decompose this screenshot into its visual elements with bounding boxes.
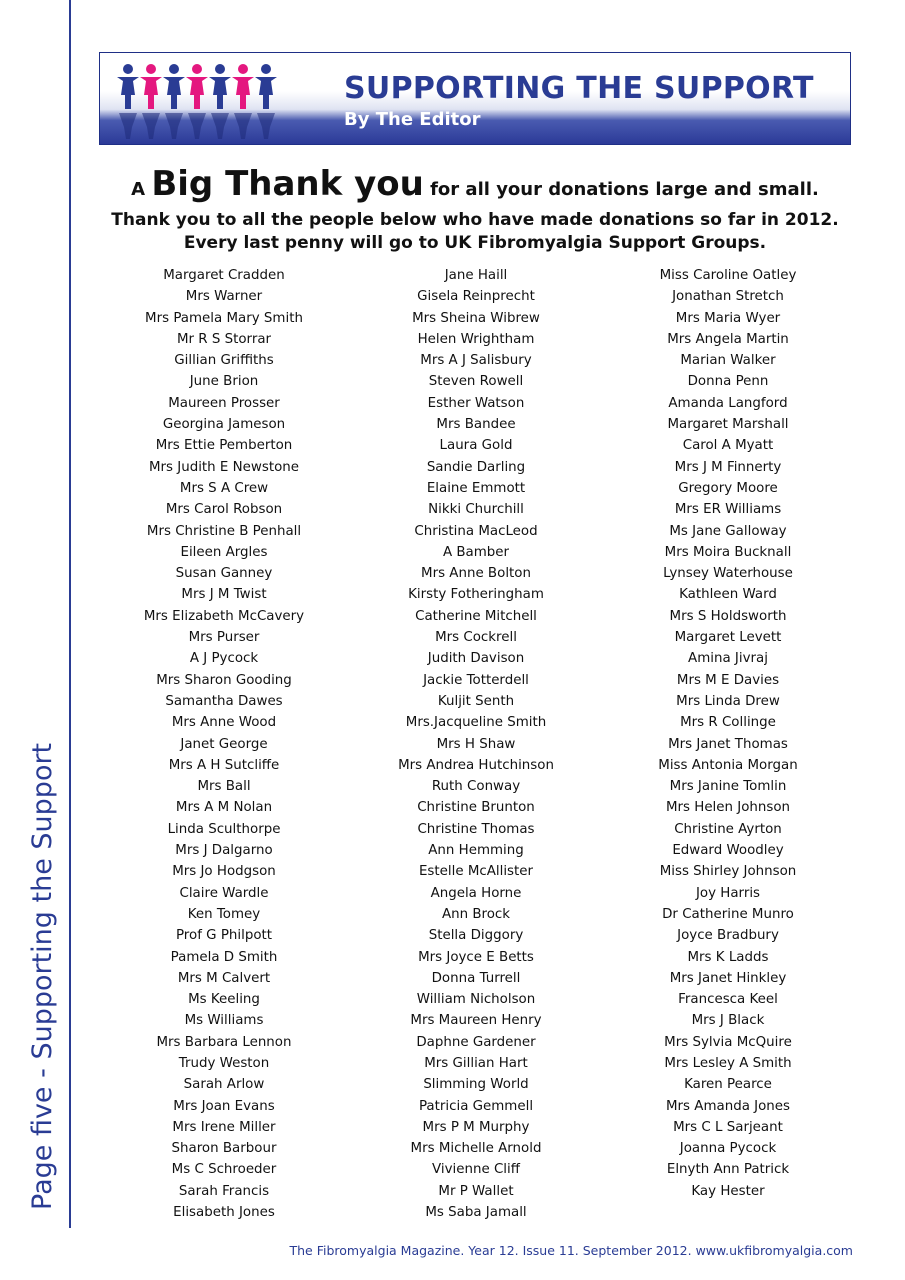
donor-name: Mrs Sharon Gooding <box>156 672 292 688</box>
donor-name: Kay Hester <box>691 1183 765 1199</box>
donor-name: Mrs Elizabeth McCavery <box>143 608 305 624</box>
donor-name: Mrs A M Nolan <box>175 800 273 816</box>
donor-name: Linda Sculthorpe <box>167 821 281 837</box>
donor-column-3 <box>608 265 848 1202</box>
donor-name: Mrs Anne Wood <box>171 715 277 731</box>
donor-name: Margaret Levett <box>674 630 782 646</box>
donor-name: Mrs M E Davies <box>676 672 780 688</box>
donor-name: Edward Woodley <box>672 843 784 859</box>
heading-suffix: for all your donations large and small. <box>430 179 819 200</box>
donor-name: Joy Harris <box>695 885 761 901</box>
footer-citation: The Fibromyalgia Magazine. Year 12. Issue 11. September 2012. www.ukfibromyalgia.com <box>289 1243 853 1258</box>
donor-name: A J Pycock <box>189 651 259 667</box>
donor-name: Amanda Langford <box>668 395 788 411</box>
donor-name: Mrs Barbara Lennon <box>156 1034 292 1050</box>
donor-name: Karen Pearce <box>684 1077 772 1093</box>
donor-name: Mrs K Ladds <box>687 949 769 965</box>
donor-name: Gregory Moore <box>678 480 778 496</box>
donor-name: Elisabeth Jones <box>173 1205 275 1221</box>
donor-name: Gisela Reinprecht <box>417 289 535 305</box>
donor-name: Mrs Janet Thomas <box>668 736 788 752</box>
donor-name: Elnyth Ann Patrick <box>666 1162 790 1178</box>
donor-name: Mrs Maureen Henry <box>410 1013 542 1029</box>
heading-line-3: Every last penny will go to UK Fibromyalgia Support Groups. <box>183 233 767 253</box>
donor-name: Mrs Jo Hodgson <box>172 864 276 880</box>
donor-name: Patricia Gemmell <box>418 1098 534 1114</box>
donor-name: Susan Ganney <box>175 566 273 582</box>
donor-name: Slimming World <box>423 1077 529 1093</box>
donor-name: Mrs Ettie Pemberton <box>155 438 293 454</box>
donor-name: Margaret Marshall <box>667 417 789 433</box>
side-rule <box>69 0 71 1228</box>
donor-name: Kathleen Ward <box>679 587 777 603</box>
donor-name: Kirsty Fotheringham <box>408 587 544 603</box>
donor-name: Mrs S A Crew <box>179 480 269 496</box>
donor-name: Ann Brock <box>441 906 511 922</box>
donor-name: Mrs Joan Evans <box>173 1098 275 1114</box>
donor-name: Dr Catherine Munro <box>662 906 794 922</box>
donor-name: Trudy Weston <box>178 1055 270 1071</box>
donor-name: Mrs A J Salisbury <box>420 353 532 369</box>
donor-name: Helen Wrightham <box>417 331 535 347</box>
donor-name: Judith Davison <box>427 651 525 667</box>
donor-name: June Brion <box>189 374 259 390</box>
donor-name: Mrs Purser <box>188 630 260 646</box>
donor-name: Mrs Sylvia McQuire <box>664 1034 792 1050</box>
donor-name: Mrs Irene Miller <box>172 1119 276 1135</box>
donor-name: Esther Watson <box>427 395 525 411</box>
donor-name: Mrs H Shaw <box>436 736 516 752</box>
donor-name: Lynsey Waterhouse <box>663 566 793 582</box>
section-banner <box>99 52 851 145</box>
donor-name: Mrs Lesley A Smith <box>664 1055 792 1071</box>
donor-name: Ms Saba Jamall <box>425 1205 527 1221</box>
donor-name: Sarah Arlow <box>183 1077 265 1093</box>
donor-column-1 <box>104 265 344 1223</box>
donor-name: Mrs Judith E Newstone <box>148 459 299 475</box>
banner-subtitle: By The Editor <box>344 109 481 130</box>
donor-name: Mr P Wallet <box>438 1183 514 1199</box>
donor-name: Mrs Andrea Hutchinson <box>398 757 554 773</box>
donor-name: Mr R S Storrar <box>176 331 272 347</box>
donor-name: Mrs Amanda Jones <box>666 1098 790 1114</box>
donor-name: Mrs C L Sarjeant <box>673 1119 783 1135</box>
donor-name: Samantha Dawes <box>165 693 283 709</box>
donor-name: Mrs Ball <box>197 779 251 795</box>
donor-name: Nikki Churchill <box>428 502 524 518</box>
donor-name: Miss Antonia Morgan <box>658 757 798 773</box>
donor-name: Ms Keeling <box>188 992 260 1008</box>
heading-prefix: A <box>131 179 146 200</box>
donor-name: Joanna Pycock <box>679 1141 777 1157</box>
donor-name: Pamela D Smith <box>170 949 278 965</box>
donor-name: Sharon Barbour <box>171 1141 277 1157</box>
donor-name: Elaine Emmott <box>426 480 526 496</box>
donor-name: Mrs Helen Johnson <box>665 800 791 816</box>
donor-name: Mrs Carol Robson <box>165 502 283 518</box>
donor-name: Christine Brunton <box>417 800 535 816</box>
donor-name: Jackie Totterdell <box>423 672 529 688</box>
donor-name: Christine Thomas <box>417 821 535 837</box>
donor-name: Donna Turrell <box>431 970 521 986</box>
donor-name: Mrs J M Finnerty <box>674 459 782 475</box>
donor-name: Kuljit Senth <box>437 693 515 709</box>
donor-name: Sandie Darling <box>426 459 526 475</box>
donor-name: Mrs Bandee <box>436 417 516 433</box>
donor-name: Mrs Janet Hinkley <box>669 970 787 986</box>
donor-name: Christine Ayrton <box>674 821 782 837</box>
donor-name: Laura Gold <box>439 438 513 454</box>
donor-name: Daphne Gardener <box>416 1034 536 1050</box>
donor-name: Donna Penn <box>687 374 769 390</box>
donor-name: Eileen Argles <box>180 544 268 560</box>
donor-name: Mrs Maria Wyer <box>675 310 781 326</box>
heading-line-2: Thank you to all the people below who have made donations so far in 2012. <box>111 210 839 230</box>
donor-name: Margaret Cradden <box>163 268 285 283</box>
donor-name: Jonathan Stretch <box>672 289 784 305</box>
donor-name: Ann Hemming <box>428 843 524 859</box>
heading-big-text: Big Thank you <box>151 164 424 204</box>
donor-name: Christina MacLeod <box>414 523 538 539</box>
donor-name: Prof G Philpott <box>175 928 273 944</box>
donor-name: Mrs J M Twist <box>181 587 267 603</box>
donor-name: Carol A Myatt <box>682 438 774 454</box>
donor-name: Steven Rowell <box>428 374 524 390</box>
donor-name: A Bamber <box>442 544 510 560</box>
donor-name: Mrs Christine B Penhall <box>146 523 302 539</box>
donor-name: Mrs Anne Bolton <box>421 566 531 582</box>
heading-line-1 <box>100 165 850 209</box>
donor-name: Ms Jane Galloway <box>669 523 787 539</box>
donor-name: Mrs Warner <box>185 289 263 305</box>
donor-name: Mrs.Jacqueline Smith <box>405 715 547 731</box>
donor-name: Gillian Griffiths <box>174 353 274 369</box>
donor-name: Mrs R Collinge <box>680 715 776 731</box>
donor-name: Sarah Francis <box>178 1183 270 1199</box>
donor-name: Mrs ER Williams <box>674 502 782 518</box>
donor-name: Marian Walker <box>680 353 776 369</box>
donor-name: Janet George <box>180 736 268 752</box>
donor-name: Estelle McAllister <box>418 864 534 880</box>
donor-name: Mrs J Black <box>691 1013 765 1029</box>
donor-name: Angela Horne <box>430 885 522 901</box>
donor-name: Mrs Janine Tomlin <box>669 779 787 795</box>
donor-name: Mrs J Dalgarno <box>175 843 273 859</box>
donor-name: Mrs Gillian Hart <box>424 1055 528 1071</box>
donor-name: Mrs A H Sutcliffe <box>168 757 280 773</box>
donor-name: Miss Caroline Oatley <box>659 268 797 283</box>
donor-name: Mrs S Holdsworth <box>669 608 787 624</box>
donor-name: Mrs P M Murphy <box>422 1119 530 1135</box>
donor-column-2 <box>356 265 596 1223</box>
paper-doll-chain-logo <box>114 61 314 141</box>
donor-name: Francesca Keel <box>678 992 778 1008</box>
donor-name: Mrs Moira Bucknall <box>664 544 792 560</box>
donor-name: Ken Tomey <box>187 906 261 922</box>
donor-name: Mrs Sheina Wibrew <box>412 310 540 326</box>
donor-name: Stella Diggory <box>428 928 524 944</box>
donor-name: Maureen Prosser <box>168 395 280 411</box>
donor-name: Mrs Michelle Arnold <box>410 1141 542 1157</box>
donor-name: Mrs Pamela Mary Smith <box>145 310 303 326</box>
donor-name: Vivienne Cliff <box>432 1162 520 1178</box>
donor-name: Ms Williams <box>184 1013 264 1029</box>
banner-title: SUPPORTING THE SUPPORT <box>344 71 814 106</box>
donor-name: Mrs Angela Martin <box>667 331 789 347</box>
donor-name: Mrs M Calvert <box>177 970 271 986</box>
donor-name: Mrs Cockrell <box>435 630 517 646</box>
donor-name: Mrs Linda Drew <box>676 693 780 709</box>
donor-name: Joyce Bradbury <box>677 928 779 944</box>
donor-name: Ruth Conway <box>431 779 521 795</box>
donor-name: Ms C Schroeder <box>171 1162 277 1178</box>
thank-you-heading <box>100 165 850 255</box>
donor-name: Claire Wardle <box>179 885 269 901</box>
donor-name: William Nicholson <box>416 992 536 1008</box>
side-page-label: Page five - Supporting the Support <box>27 742 58 1210</box>
donor-name: Georgina Jameson <box>162 417 286 433</box>
donor-name: Amina Jivraj <box>688 651 768 667</box>
donor-name: Catherine Mitchell <box>415 608 537 624</box>
donor-name: Jane Haill <box>444 268 508 283</box>
donor-name: Mrs Joyce E Betts <box>418 949 534 965</box>
donor-name: Miss Shirley Johnson <box>659 864 797 880</box>
